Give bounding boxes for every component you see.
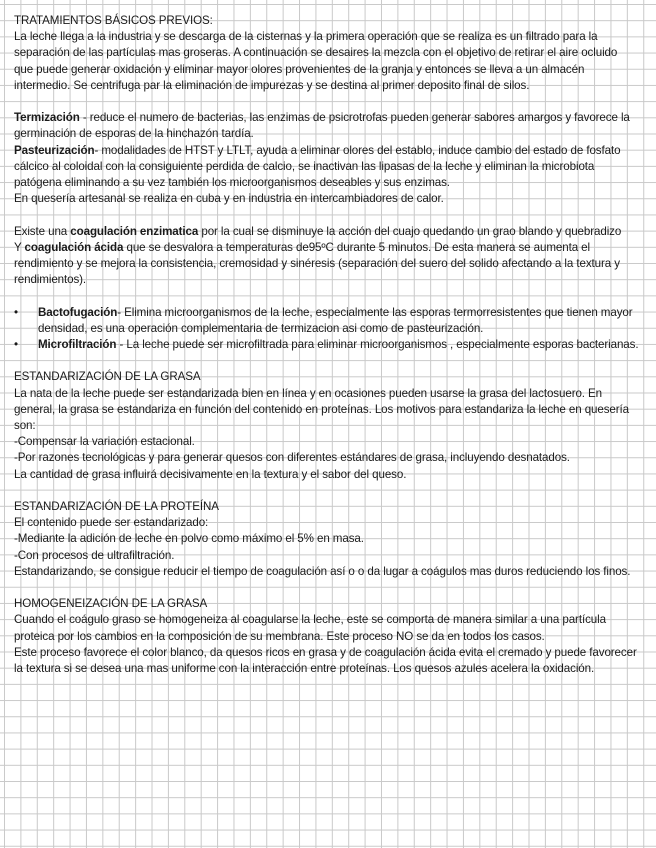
- bullet-list-tratamientos: [14, 305, 639, 354]
- paragraph-llegada-leche: La leche llega a la industria y se descarga de la cisternas y la primera operación que se realiza es un filtrado para la separación de las partículas mas groseras. A continuación se desaires la mezcla con el objetivo de retirar el aire ocluido que puede generar oxidación y eliminar mayor olores provenientes de la granja y entonces se lleva a un almacén intermedio. Se centrifuga par la eliminación de impurezas y se destina al primer deposito final de silos.: [14, 30, 618, 92]
- paragraph-cantidad-grasa: La cantidad de grasa influirá decisivamente en la textura y el sabor del queso.: [14, 467, 407, 481]
- document-page: [14, 13, 639, 677]
- past-text: - modalidades de HTST y LTLT, ayuda a eliminar olores del establo, induce cambio del estado de fosfato cálcico al coloidal con la consiguiente perdida de calcio, se inactivan las lipasas de la leche y eliminan la microbiota patógena eliminando a su vez también los microorganismos deseables y sus enzimas.: [14, 143, 621, 190]
- coag2-pre: Y: [14, 240, 25, 254]
- paragraph-coagulacion-enzimatica: [14, 224, 639, 240]
- paragraph-coagulacion-acida: [14, 240, 639, 289]
- b2-label: Microfiltración: [38, 338, 117, 352]
- list-line-leche-polvo: -Mediante la adición de leche en polvo como máximo el 5% en masa.: [14, 532, 364, 546]
- list-line-compensar: -Compensar la variación estacional.: [14, 435, 195, 449]
- coag1-post: por la cual se disminuye la acción del cuajo quedando un grao blando y quebradizo: [198, 224, 622, 238]
- coag2-bold: coagulación ácida: [24, 240, 124, 254]
- section-heading-tratamientos: TRATAMIENTOS BÁSICOS PREVIOS:: [14, 14, 213, 27]
- bullet-item-microfiltracion: [14, 337, 639, 353]
- list-line-razones: -Por razones tecnológicas y para generar quesos con diferentes estándares de grasa, incluyendo desnatados.: [14, 451, 570, 465]
- term-label: Termización: [14, 111, 80, 125]
- section-heading-grasa: ESTANDARIZACIÓN DE LA GRASA: [14, 370, 201, 384]
- paragraph-color-blanco: Este proceso favorece el color blanco, da quesos ricos en grasa y de coagulación ácida evita el cremado y puede favorecer la textura si se desea una mas uniforme con la interacción entre proteínas. Los quesos azules acelera la oxidación.: [14, 645, 637, 676]
- section-heading-homogeneizacion: HOMOGENEIZACIÓN DE LA GRASA: [14, 597, 208, 611]
- coag1-pre: Existe una: [14, 224, 71, 238]
- b1-text: - Elimina microorganismos de la leche, especialmente las esporas termorresistentes que tienen mayor densidad, es una operación complementaria de termizacion asi como de pasteurización.: [38, 305, 633, 335]
- list-line-ultrafiltracion: -Con procesos de ultrafiltración.: [14, 548, 175, 562]
- b1-label: Bactofugación: [38, 305, 118, 319]
- coag1-bold: coagulación enzimatica: [70, 224, 199, 238]
- paragraph-queseria-cuba: En quesería artesanal se realiza en cuba y en industria en intercambiadores de calor.: [14, 192, 444, 206]
- past-label: Pasteurización: [14, 143, 95, 157]
- bullet-item-bactofugacion: [14, 305, 639, 337]
- section-heading-proteina: ESTANDARIZACIÓN DE LA PROTEÍNA: [14, 500, 219, 514]
- paragraph-pasteurizacion: [14, 143, 639, 192]
- paragraph-nata: La nata de la leche puede ser estandarizada bien en línea y en ocasiones pueden usarse la grasa del lactosuero. En general, la grasa se estandariza en función del contenido en proteínas. Los motivos para estandariza la leche en quesería son:: [14, 386, 630, 433]
- paragraph-coagulo-graso: Cuando el coágulo graso se homogeneiza al coagularse la leche, este se comporta de manera similar a una partícula proteica por los cambios en la composición de su membrana. Este proceso NO se da en todos los casos.: [14, 613, 606, 643]
- coag2-post: que se desvalora a temperaturas de95ºC durante 5 minutos. De esta manera se aumenta el rendimiento y se mejora la consistencia, cremosidad y sinéresis (separación del suero del solido afectando a la textura y rendimientos).: [14, 240, 620, 287]
- b2-text: - La leche puede ser microfiltrada para eliminar microorganismos , especialmente esporas bacterianas.: [116, 338, 639, 352]
- term-text: - reduce el numero de bacterias, las enzimas de psicrotrofas pueden generar sabores amargos y favorece la germinación de esporas de la hinchazón tardía.: [14, 111, 630, 141]
- paragraph-contenido: El contenido puede ser estandarizado:: [14, 516, 209, 530]
- paragraph-estandarizando: Estandarizando, se consigue reducir el tiempo de coagulación así o o da lugar a coágulos mas duros reduciendo los finos.: [14, 564, 631, 578]
- paragraph-termizacion: [14, 110, 639, 142]
